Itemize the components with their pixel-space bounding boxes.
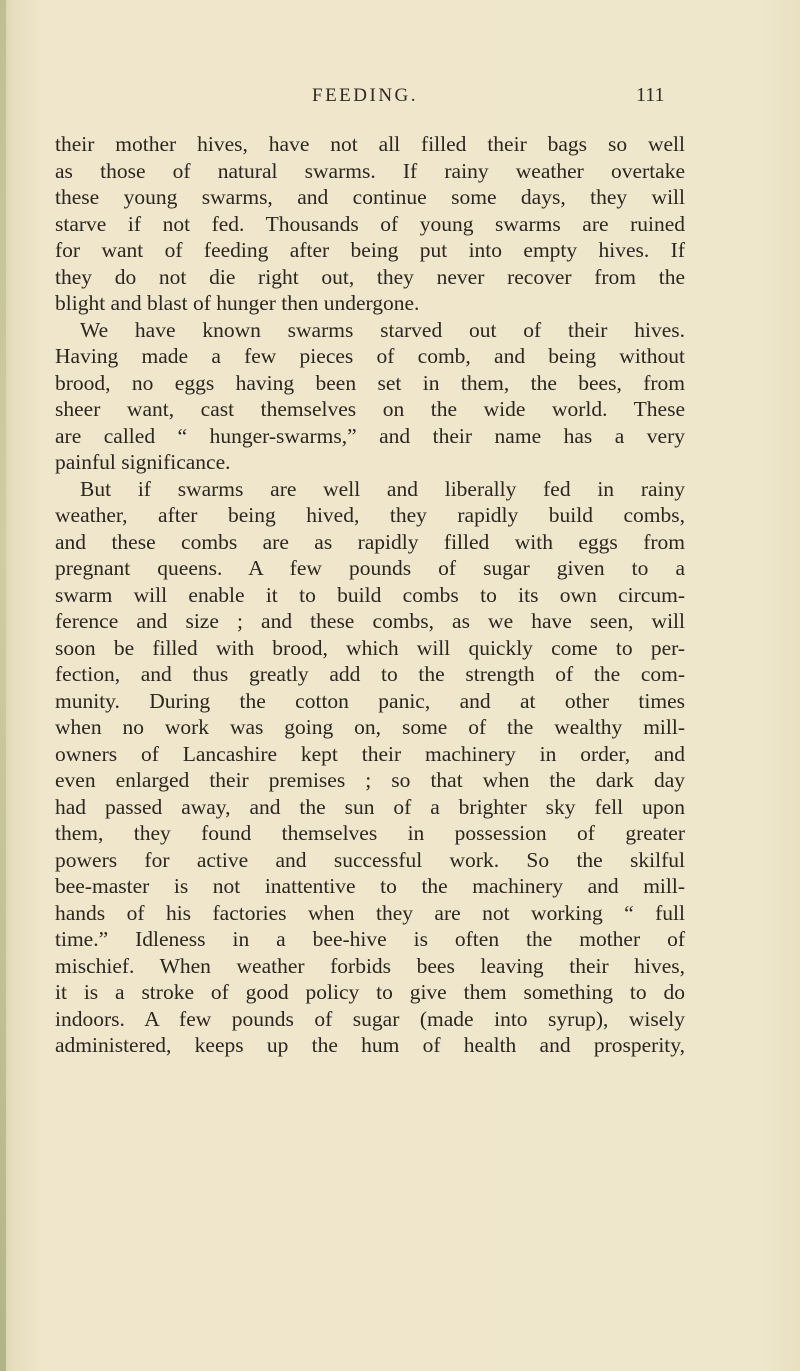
text-line: powers for active and successful work. So the skilful bbox=[55, 847, 685, 872]
text-line: mischief. When weather forbids bees leaving their hives, bbox=[55, 953, 685, 978]
text-line: pregnant queens. A few pounds of sugar given to a bbox=[55, 556, 685, 580]
text-line: starve if not fed. Thousands of young swarms are ruined bbox=[55, 211, 685, 236]
text-line: swarm will enable it to build combs to its own circum- bbox=[55, 582, 685, 607]
running-head: FEEDING. bbox=[312, 85, 419, 106]
text-line: bee-master is not inattentive to the machinery and mill- bbox=[55, 874, 685, 898]
text-line: for want of feeding after being put into empty hives. If bbox=[55, 238, 685, 262]
text-line: administered, keeps up the hum of health and prosperity, bbox=[55, 1033, 685, 1057]
text-line: We have known swarms starved out of their hives. bbox=[80, 317, 685, 342]
text-line: even enlarged their premises ; so that when the dark day bbox=[55, 768, 685, 792]
text-line: fection, and thus greatly add to the strength of the com- bbox=[55, 662, 685, 686]
page-number: 111 bbox=[636, 84, 665, 106]
text-line: time.” Idleness in a bee-hive is often the mother of bbox=[55, 927, 685, 951]
text-line: these young swarms, and continue some days, they will bbox=[55, 185, 685, 209]
text-line: their mother hives, have not all filled their bags so well bbox=[55, 132, 685, 156]
text-line: munity. During the cotton panic, and at other times bbox=[55, 688, 685, 713]
text-line: are called “ hunger-swarms,” and their name has a very bbox=[55, 423, 685, 448]
text-line: weather, after being hived, they rapidly build combs, bbox=[55, 503, 685, 527]
page-edge bbox=[0, 0, 6, 1371]
text-line: sheer want, cast themselves on the wide world. These bbox=[55, 397, 685, 421]
text-line: blight and blast of hunger then undergone. bbox=[55, 291, 420, 315]
text-line: and these combs are as rapidly filled with eggs from bbox=[55, 529, 685, 554]
text-line: But if swarms are well and liberally fed in rainy bbox=[80, 476, 685, 501]
text-line: soon be filled with brood, which will quickly come to per- bbox=[55, 635, 685, 660]
text-line: when no work was going on, some of the wealthy mill- bbox=[55, 715, 685, 739]
text-line: owners of Lancashire kept their machinery in order, and bbox=[55, 741, 685, 766]
body-text bbox=[55, 131, 685, 1059]
text-line: painful significance. bbox=[55, 450, 231, 474]
text-line: as those of natural swarms. If rainy weather overtake bbox=[55, 158, 685, 183]
text-line: brood, no eggs having been set in them, the bees, from bbox=[55, 370, 685, 395]
text-line: hands of his factories when they are not working “ full bbox=[55, 900, 685, 925]
text-line: indoors. A few pounds of sugar (made into syrup), wisely bbox=[55, 1006, 685, 1031]
text-line: Having made a few pieces of comb, and being without bbox=[55, 344, 685, 368]
text-line: it is a stroke of good policy to give them something to do bbox=[55, 980, 685, 1004]
text-line: had passed away, and the sun of a brighter sky fell upon bbox=[55, 794, 685, 819]
text-line: they do not die right out, they never recover from the bbox=[55, 264, 685, 289]
text-line: ference and size ; and these combs, as we have seen, will bbox=[55, 609, 685, 633]
text-line: them, they found themselves in possession of greater bbox=[55, 821, 685, 845]
